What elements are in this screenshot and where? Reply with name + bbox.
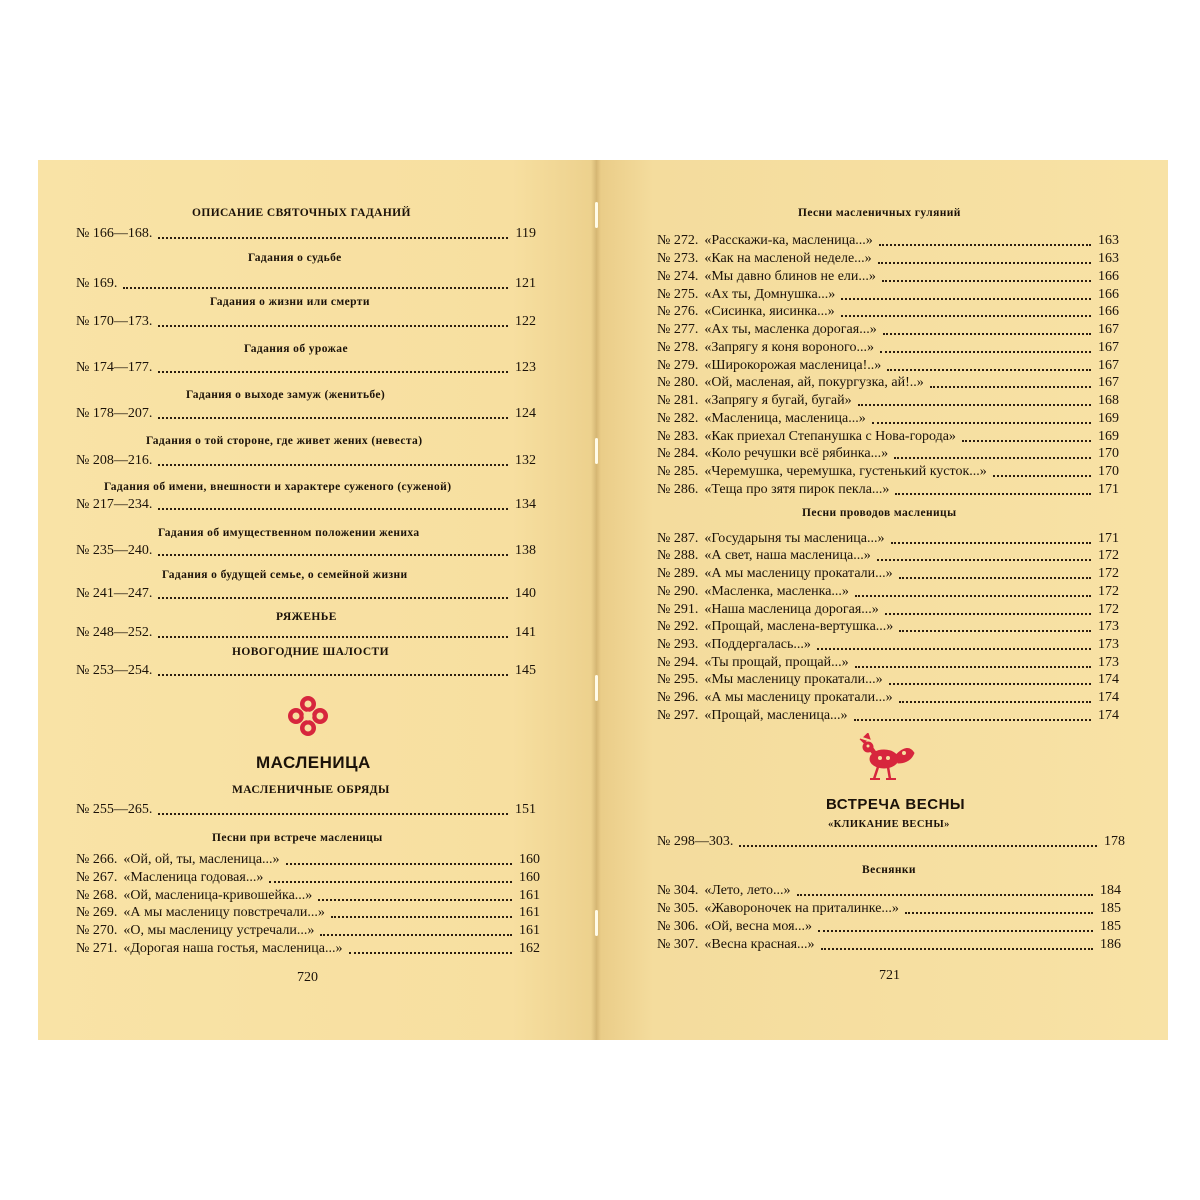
- leader-dots: [880, 351, 1091, 353]
- entry-page: 167: [1098, 340, 1119, 355]
- entry-page: 173: [1098, 637, 1119, 652]
- toc-entry[interactable]: [76, 313, 536, 331]
- entry-page: 122: [515, 314, 536, 329]
- leader-dots: [858, 404, 1091, 406]
- entry-page: 160: [519, 852, 540, 867]
- entry-page: 124: [515, 406, 536, 421]
- leader-dots: [269, 881, 512, 883]
- entry-number: № 293.: [657, 637, 699, 652]
- leader-dots: [962, 440, 1091, 442]
- entry-page: 169: [1098, 429, 1119, 444]
- toc-entry[interactable]: [657, 936, 1121, 954]
- entry-title: «Коло речушки всё рябинка...»: [704, 446, 889, 461]
- entry-number: № 287.: [657, 531, 699, 546]
- toc-entry[interactable]: [76, 405, 536, 423]
- leader-dots: [899, 577, 1091, 579]
- entry-number: № 208—216.: [76, 453, 153, 468]
- entry-number: № 255—265.: [76, 802, 153, 817]
- toc-entry[interactable]: [76, 496, 536, 514]
- leader-dots: [158, 417, 508, 419]
- entry-page: 174: [1098, 672, 1119, 687]
- entry-number: № 268.: [76, 888, 118, 903]
- entry-page: 161: [519, 923, 540, 938]
- entry-number: № 269.: [76, 905, 118, 920]
- entry-number: № 273.: [657, 251, 699, 266]
- entry-page: 174: [1098, 690, 1119, 705]
- leader-dots: [123, 287, 508, 289]
- entry-number: № 235—240.: [76, 543, 153, 558]
- entry-number: № 253—254.: [76, 663, 153, 678]
- entry-page: 185: [1100, 901, 1121, 916]
- entry-title: «Широкорожая масленица!..»: [704, 358, 882, 373]
- section-heading: Веснянки: [862, 864, 916, 876]
- entry-number: № 277.: [657, 322, 699, 337]
- entry-page: 172: [1098, 548, 1119, 563]
- entry-page: 169: [1098, 411, 1119, 426]
- entry-page: 170: [1098, 464, 1119, 479]
- leader-dots: [158, 554, 508, 556]
- toc-entry[interactable]: [657, 339, 1119, 357]
- toc-entry[interactable]: [76, 801, 536, 819]
- entry-number: № 248—252.: [76, 625, 153, 640]
- leader-dots: [878, 262, 1091, 264]
- entry-page: 167: [1098, 375, 1119, 390]
- toc-entry[interactable]: [657, 654, 1119, 672]
- binding-stitch: [595, 438, 598, 464]
- entry-title: «Государыня ты масленица...»: [704, 531, 885, 546]
- toc-entry[interactable]: [657, 445, 1119, 463]
- leader-dots: [158, 597, 508, 599]
- entry-title: «Лето, лето...»: [704, 883, 791, 898]
- entry-title: «О, мы масленицу устречали...»: [123, 923, 315, 938]
- entry-page: 123: [515, 360, 536, 375]
- toc-entry[interactable]: [657, 689, 1119, 707]
- toc-entry[interactable]: [657, 918, 1121, 936]
- leader-dots: [841, 315, 1091, 317]
- entry-number: № 298—303.: [657, 834, 734, 849]
- leader-dots: [899, 701, 1091, 703]
- toc-entry[interactable]: [657, 707, 1119, 725]
- entry-title: «Ах ты, Домнушка...»: [704, 287, 836, 302]
- leader-dots: [158, 371, 508, 373]
- section-heading: Песни проводов масленицы: [802, 507, 957, 519]
- leader-dots: [993, 475, 1091, 477]
- entry-page: 141: [515, 625, 536, 640]
- entry-page: 162: [519, 941, 540, 956]
- section-heading: «КЛИКАНИЕ ВЕСНЫ»: [828, 819, 950, 830]
- leader-dots: [821, 948, 1093, 950]
- leader-dots: [817, 648, 1091, 650]
- entry-number: № 296.: [657, 690, 699, 705]
- entry-page: 145: [515, 663, 536, 678]
- toc-entry[interactable]: [657, 374, 1119, 392]
- entry-number: № 307.: [657, 937, 699, 952]
- toc-entry[interactable]: [76, 869, 540, 887]
- leader-dots: [818, 930, 1093, 932]
- book-gutter: [591, 160, 601, 1040]
- section-heading: Гадания о жизни или смерти: [210, 296, 370, 308]
- entry-number: № 266.: [76, 852, 118, 867]
- entry-page: 140: [515, 586, 536, 601]
- section-heading: Гадания о той стороне, где живет жених (невеста): [146, 435, 423, 447]
- leader-dots: [855, 595, 1091, 597]
- entry-title: «Наша масленица дорогая...»: [704, 602, 879, 617]
- entry-page: 172: [1098, 602, 1119, 617]
- entry-page: 171: [1098, 531, 1119, 546]
- entry-page: 168: [1098, 393, 1119, 408]
- entry-title: «Ой, весна моя...»: [704, 919, 813, 934]
- section-heading: Гадания об урожае: [244, 343, 348, 355]
- part-title: ВСТРЕЧА ВЕСНЫ: [826, 796, 966, 813]
- entry-title: «Черемушка, черемушка, густенький кусток...»: [704, 464, 987, 479]
- entry-number: № 297.: [657, 708, 699, 723]
- leader-dots: [739, 845, 1097, 847]
- toc-entry[interactable]: [657, 392, 1119, 410]
- entry-page: 132: [515, 453, 536, 468]
- entry-title: «А мы масленицу прокатали...»: [704, 690, 893, 705]
- leader-dots: [158, 674, 508, 676]
- entry-title: «Ой, ой, ты, масленица...»: [123, 852, 280, 867]
- toc-entry[interactable]: [657, 268, 1119, 286]
- toc-entry[interactable]: [657, 481, 1119, 499]
- toc-entry[interactable]: [76, 585, 536, 603]
- entry-number: № 282.: [657, 411, 699, 426]
- toc-entry[interactable]: [657, 583, 1119, 601]
- part-title: МАСЛЕНИЦА: [256, 753, 371, 772]
- entry-title: «Теща про зятя пирок пекла...»: [704, 482, 890, 497]
- entry-page: 166: [1098, 304, 1119, 319]
- red-rosette-ornament-icon: [287, 695, 329, 737]
- entry-page: 172: [1098, 566, 1119, 581]
- entry-page: 166: [1098, 269, 1119, 284]
- entry-number: № 280.: [657, 375, 699, 390]
- entry-page: 121: [515, 276, 536, 291]
- entry-page: 171: [1098, 482, 1119, 497]
- page-number: 720: [297, 970, 318, 985]
- binding-stitch: [595, 202, 598, 228]
- entry-page: 173: [1098, 619, 1119, 634]
- toc-entry[interactable]: [657, 321, 1119, 339]
- leader-dots: [855, 666, 1091, 668]
- section-heading: Гадания о будущей семье, о семейной жизни: [162, 569, 408, 581]
- entry-title: «Ой, масленица-кривошейка...»: [123, 888, 313, 903]
- entry-title: «Запрягу я бугай, бугай»: [704, 393, 852, 408]
- entry-page: 151: [515, 802, 536, 817]
- entry-number: № 291.: [657, 602, 699, 617]
- leader-dots: [877, 559, 1091, 561]
- entry-title: «Жавороночек на приталинке...»: [704, 901, 899, 916]
- entry-page: 134: [515, 497, 536, 512]
- entry-page: 167: [1098, 322, 1119, 337]
- toc-entry[interactable]: [657, 547, 1119, 565]
- section-heading: Гадания о судьбе: [248, 252, 342, 264]
- entry-number: № 271.: [76, 941, 118, 956]
- toc-entry[interactable]: [76, 940, 540, 958]
- toc-entry[interactable]: [657, 565, 1119, 583]
- section-heading: Песни при встрече масленицы: [212, 832, 383, 844]
- entry-title: «Запрягу я коня вороного...»: [704, 340, 874, 355]
- red-bird-ornament-icon: [858, 733, 918, 781]
- entry-title: «Масленка, масленка...»: [704, 584, 849, 599]
- toc-entry[interactable]: [76, 922, 540, 940]
- toc-entry[interactable]: [657, 357, 1119, 375]
- entry-number: № 281.: [657, 393, 699, 408]
- leader-dots: [349, 952, 513, 954]
- entry-page: 119: [515, 226, 536, 241]
- entry-title: «А мы масленицу повстречали...»: [123, 905, 325, 920]
- entry-number: № 286.: [657, 482, 699, 497]
- toc-entry[interactable]: [657, 410, 1119, 428]
- entry-page: 184: [1100, 883, 1121, 898]
- toc-entry[interactable]: [657, 671, 1119, 689]
- leader-dots: [879, 244, 1091, 246]
- leader-dots: [883, 333, 1091, 335]
- entry-title: «Как на масленой неделе...»: [704, 251, 872, 266]
- entry-title: «Поддергалась...»: [704, 637, 811, 652]
- entry-page: 185: [1100, 919, 1121, 934]
- entry-page: 167: [1098, 358, 1119, 373]
- entry-number: № 178—207.: [76, 406, 153, 421]
- leader-dots: [895, 493, 1091, 495]
- entry-number: № 290.: [657, 584, 699, 599]
- toc-entry[interactable]: [76, 662, 536, 680]
- entry-number: № 288.: [657, 548, 699, 563]
- section-heading: ОПИСАНИЕ СВЯТОЧНЫХ ГАДАНИЙ: [192, 207, 411, 219]
- toc-entry[interactable]: [657, 601, 1119, 619]
- toc-entry[interactable]: [657, 303, 1119, 321]
- leader-dots: [854, 719, 1091, 721]
- entry-number: № 170—173.: [76, 314, 153, 329]
- entry-title: «А свет, наша масленица...»: [704, 548, 871, 563]
- toc-entry[interactable]: [76, 275, 536, 293]
- entry-title: «Мы давно блинов не ели...»: [704, 269, 876, 284]
- entry-page: 163: [1098, 233, 1119, 248]
- toc-entry[interactable]: [76, 542, 536, 560]
- entry-number: № 279.: [657, 358, 699, 373]
- entry-number: № 284.: [657, 446, 699, 461]
- leader-dots: [158, 325, 508, 327]
- leader-dots: [882, 280, 1091, 282]
- entry-title: «Ой, масленая, ай, покургузка, ай!..»: [704, 375, 924, 390]
- entry-title: «Масленица, масленица...»: [704, 411, 866, 426]
- entry-number: № 285.: [657, 464, 699, 479]
- entry-title: «Расскажи-ка, масленица...»: [704, 233, 873, 248]
- entry-title: «А мы масленицу прокатали...»: [704, 566, 893, 581]
- entry-title: «Сисинка, яисинка...»: [704, 304, 835, 319]
- entry-page: 138: [515, 543, 536, 558]
- entry-title: «Ты прощай, прощай...»: [704, 655, 849, 670]
- toc-entry[interactable]: [657, 618, 1119, 636]
- leader-dots: [930, 386, 1091, 388]
- toc-entry[interactable]: [657, 428, 1119, 446]
- entry-number: № 267.: [76, 870, 118, 885]
- leader-dots: [331, 916, 512, 918]
- entry-page: 173: [1098, 655, 1119, 670]
- toc-entry[interactable]: [76, 887, 540, 905]
- entry-number: № 276.: [657, 304, 699, 319]
- section-heading: Гадания об имени, внешности и характере суженого (суженой): [104, 481, 452, 493]
- entry-number: № 294.: [657, 655, 699, 670]
- entry-title: «Прощай, маслена-вертушка...»: [704, 619, 894, 634]
- entry-page: 160: [519, 870, 540, 885]
- toc-entry[interactable]: [657, 250, 1119, 268]
- entry-page: 166: [1098, 287, 1119, 302]
- toc-entry[interactable]: [657, 232, 1119, 250]
- leader-dots: [872, 422, 1091, 424]
- entry-title: «Прощай, масленица...»: [704, 708, 848, 723]
- toc-entry[interactable]: [657, 636, 1119, 654]
- toc-entry[interactable]: [76, 904, 540, 922]
- toc-entry[interactable]: [76, 225, 536, 243]
- leader-dots: [891, 542, 1092, 544]
- entry-number: № 278.: [657, 340, 699, 355]
- toc-entry[interactable]: [657, 463, 1119, 481]
- leader-dots: [894, 457, 1091, 459]
- binding-stitch: [595, 910, 598, 936]
- entry-number: № 270.: [76, 923, 118, 938]
- entry-number: № 305.: [657, 901, 699, 916]
- toc-entry[interactable]: [657, 833, 1125, 851]
- toc-entry[interactable]: [76, 452, 536, 470]
- leader-dots: [318, 899, 512, 901]
- binding-stitch: [595, 675, 598, 701]
- toc-entry[interactable]: [76, 359, 536, 377]
- entry-number: № 304.: [657, 883, 699, 898]
- entry-number: № 295.: [657, 672, 699, 687]
- entry-number: № 169.: [76, 276, 118, 291]
- section-heading: НОВОГОДНИЕ ШАЛОСТИ: [232, 646, 389, 658]
- entry-number: № 306.: [657, 919, 699, 934]
- entry-number: № 217—234.: [76, 497, 153, 512]
- entry-title: «Весна красная...»: [704, 937, 815, 952]
- leader-dots: [889, 683, 1091, 685]
- toc-entry[interactable]: [657, 286, 1119, 304]
- section-heading: Песни масленичных гуляний: [798, 207, 961, 219]
- entry-number: № 274.: [657, 269, 699, 284]
- entry-title: «Мы масленицу прокатали...»: [704, 672, 883, 687]
- entry-number: № 272.: [657, 233, 699, 248]
- page-number: 721: [879, 968, 900, 983]
- entry-number: № 174—177.: [76, 360, 153, 375]
- leader-dots: [158, 237, 508, 239]
- entry-page: 186: [1100, 937, 1121, 952]
- entry-page: 172: [1098, 584, 1119, 599]
- toc-entry[interactable]: [657, 530, 1119, 548]
- leader-dots: [158, 464, 508, 466]
- section-heading: Гадания об имущественном положении жениха: [158, 527, 420, 539]
- entry-title: «Дорогая наша гостья, масленица...»: [123, 941, 343, 956]
- toc-entry[interactable]: [657, 882, 1121, 900]
- entry-number: № 241—247.: [76, 586, 153, 601]
- leader-dots: [885, 613, 1091, 615]
- entry-page: 161: [519, 905, 540, 920]
- entry-page: 170: [1098, 446, 1119, 461]
- section-heading: Гадания о выходе замуж (женитьбе): [186, 389, 386, 401]
- leader-dots: [887, 369, 1091, 371]
- entry-page: 174: [1098, 708, 1119, 723]
- entry-title: «Ах ты, масленка дорогая...»: [704, 322, 877, 337]
- leader-dots: [905, 912, 1093, 914]
- toc-entry[interactable]: [76, 624, 536, 642]
- entry-title: «Как приехал Степанушка с Нова-города»: [704, 429, 956, 444]
- entry-number: № 289.: [657, 566, 699, 581]
- entry-number: № 292.: [657, 619, 699, 634]
- entry-number: № 166—168.: [76, 226, 153, 241]
- section-heading: МАСЛЕНИЧНЫЕ ОБРЯДЫ: [232, 784, 390, 796]
- toc-entry[interactable]: [76, 851, 540, 869]
- leader-dots: [841, 298, 1091, 300]
- toc-entry[interactable]: [657, 900, 1121, 918]
- entry-number: № 283.: [657, 429, 699, 444]
- entry-number: № 275.: [657, 287, 699, 302]
- leader-dots: [158, 813, 508, 815]
- leader-dots: [899, 630, 1091, 632]
- leader-dots: [158, 636, 508, 638]
- leader-dots: [797, 894, 1093, 896]
- entry-page: 163: [1098, 251, 1119, 266]
- leader-dots: [158, 508, 508, 510]
- section-heading: РЯЖЕНЬЕ: [276, 611, 337, 623]
- leader-dots: [320, 934, 512, 936]
- entry-page: 178: [1104, 834, 1125, 849]
- leader-dots: [286, 863, 512, 865]
- entry-title: «Масленица годовая...»: [123, 870, 264, 885]
- entry-page: 161: [519, 888, 540, 903]
